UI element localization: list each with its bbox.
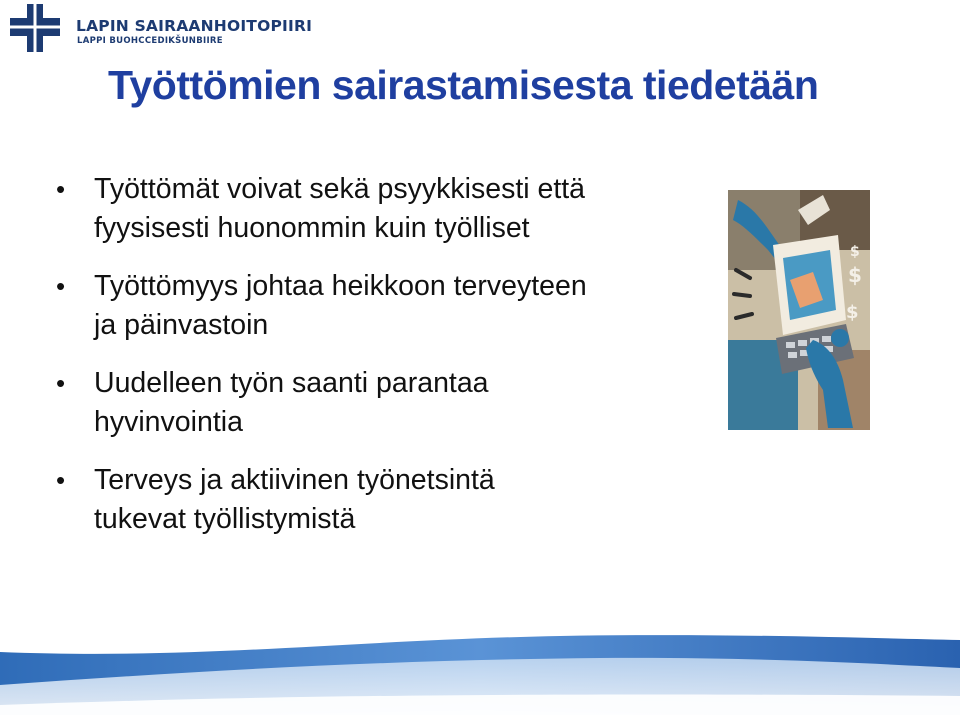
bullet-line: Työttömät voivat sekä psyykkisesti että <box>94 173 586 205</box>
job-search-clipart-icon <box>728 190 870 430</box>
bullet-marker: • <box>56 465 66 495</box>
logo-subname: LAPPI BUOHCCEDIKŠUNBIIRE <box>77 36 223 46</box>
dollar-symbol: $ <box>850 244 860 260</box>
bullet-line: Työttömyys johtaa heikkoon terveyteen <box>94 270 587 302</box>
bullet-line: ja päinvastoin <box>94 308 269 341</box>
dollar-symbol: $ <box>848 263 862 287</box>
slide-title: Työttömien sairastamisesta tiedetään <box>108 62 819 108</box>
bullet-line: Uudelleen työn saanti parantaa <box>94 367 489 399</box>
footer-wave <box>0 630 960 715</box>
logo-name: LAPIN SAIRAANHOITOPIIRI <box>76 17 313 35</box>
bullet-line: fyysisesti huonommin kuin työlliset <box>94 211 530 244</box>
cross-logo-icon <box>10 4 60 52</box>
dollar-symbol: $ <box>846 302 859 323</box>
bullet-item <box>56 267 696 344</box>
bullet-item <box>56 364 696 441</box>
bullet-line: hyvinvointia <box>94 405 243 438</box>
bullet-line: tukevat työllistymistä <box>94 502 356 535</box>
bullet-marker: • <box>56 368 66 398</box>
bullet-marker: • <box>56 174 66 204</box>
bullet-marker: • <box>56 271 66 301</box>
logo <box>10 4 313 52</box>
bullet-item <box>56 461 696 538</box>
bullet-item <box>56 170 696 247</box>
bullet-list <box>56 170 696 558</box>
bullet-line: Terveys ja aktiivinen työnetsintä <box>94 464 495 496</box>
